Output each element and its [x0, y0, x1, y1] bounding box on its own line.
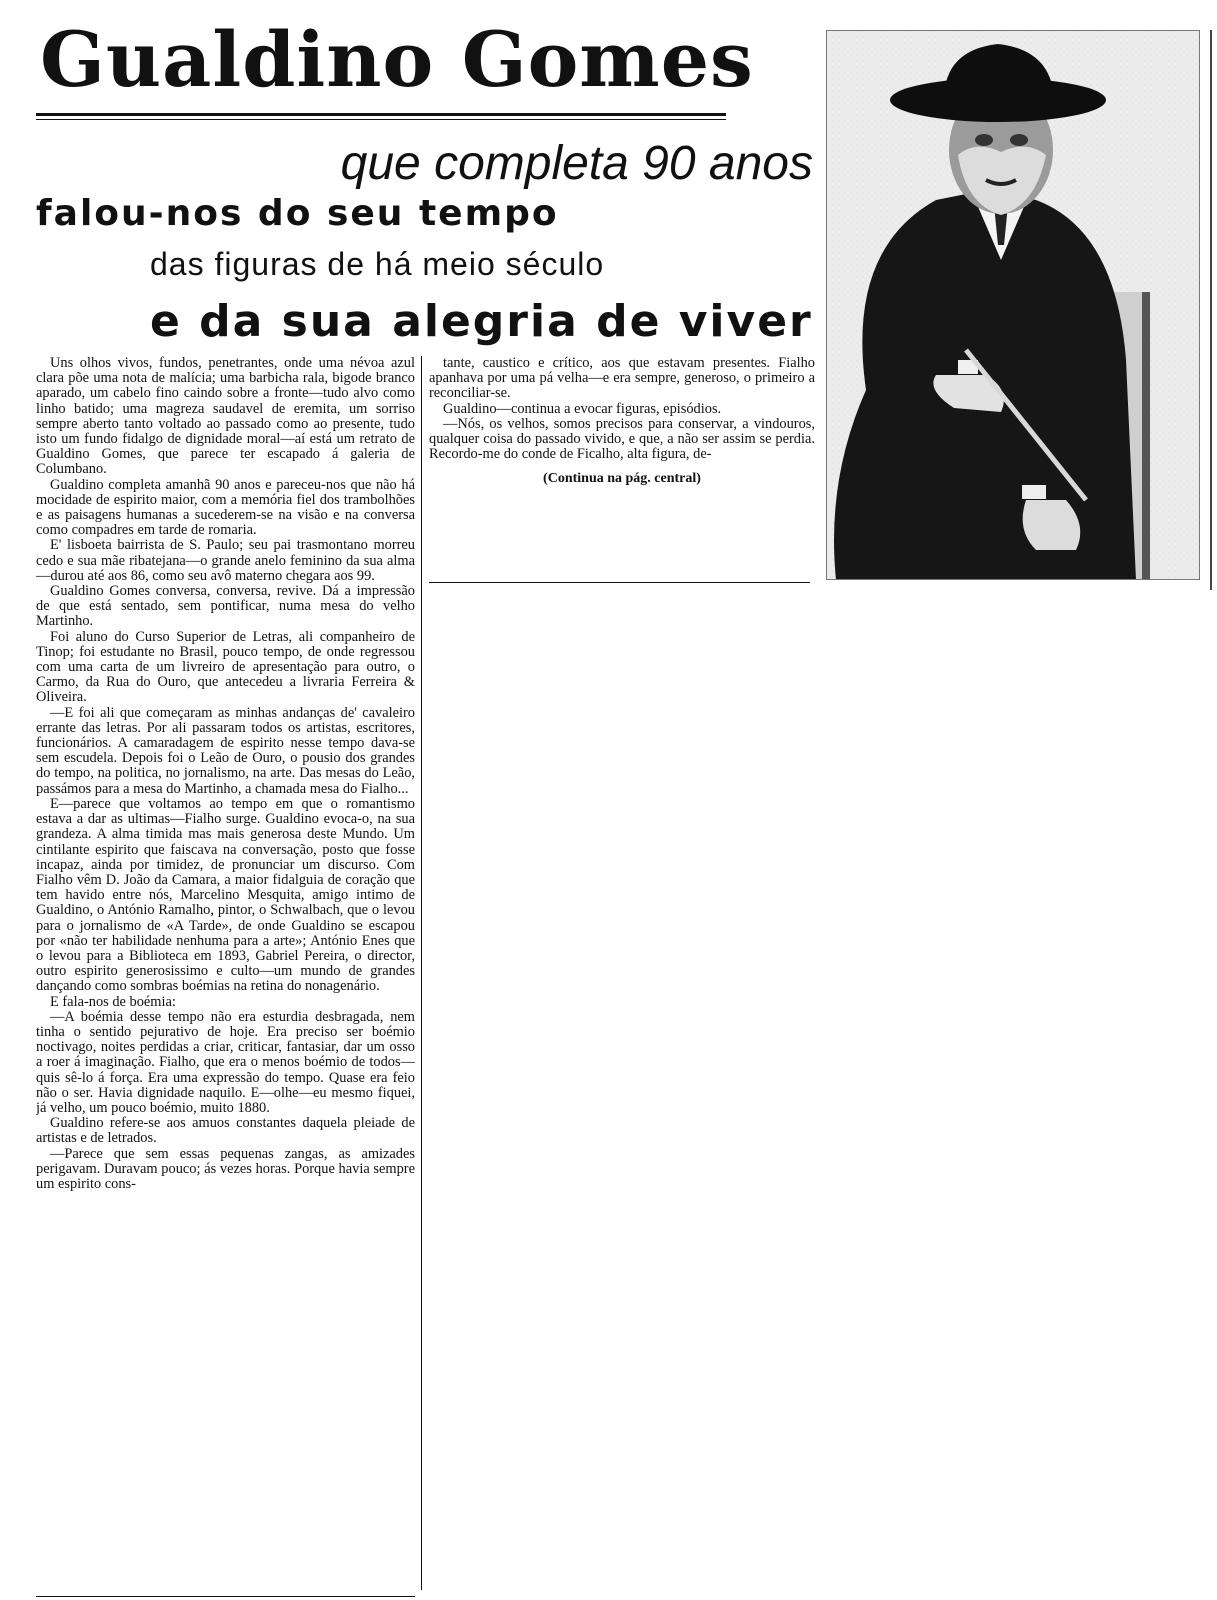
deck-line-1: que completa 90 anos — [340, 137, 813, 190]
column2-paragraph: Gualdino—continua a evocar figuras, episódios. — [443, 400, 722, 417]
article-headline: Gualdino Gomes — [40, 15, 754, 104]
column2-paragraph: —Nós, os velhos, somos precisos para conservar, a vindouros, qualquer coisa do passado vivido, e que, a não ser assim se perdia. Recordo-me do conde de Ficalho, alta figura, de- — [429, 415, 815, 463]
deck-line-2: falou-nos do seu tempo — [36, 193, 559, 234]
column2-end-rule — [429, 582, 810, 583]
deck-line-3: das figuras de há meio século — [150, 246, 605, 282]
column1-paragraph: E' lisboeta bairrista de S. Paulo; seu pai trasmontano morreu cedo e sua mãe ribatejana—o grande anelo feminino da sua alma—durou até aos 86, como seu avô materno chegara aos 99. — [36, 537, 415, 584]
column1-paragraph: E fala-nos de boémia: — [50, 993, 176, 1010]
article-column-2 — [429, 356, 815, 487]
portrait-photo — [826, 30, 1200, 580]
column1-paragraph: Gualdino Gomes conversa, conversa, revive. Dá a impressão de que está sentado, sem pontificar, numa mesa do velho Martinho. — [36, 583, 415, 630]
headline-rule-thin — [36, 119, 726, 120]
column1-paragraph: —E foi ali que começaram as minhas andanças de' cavaleiro errante das letras. Por ali passaram todos os artistas, escritores, funcionários. A camaradagem de espirito nesse tempo dava-se sem escudela. Depois foi o Leão de Ouro, o pousio dos grandes do tempo, na politica, no jornalismo, na arte. Das mesas do Leão, passámos para a mesa do Martinho, a chamada mesa do Fialho... — [36, 704, 415, 797]
column1-paragraph: —Parece que sem essas pequenas zangas, as amizades perigavam. Duravam pouco; ás vezes horas. Porque havia sempre um espirito cons- — [36, 1145, 415, 1192]
portrait-illustration — [826, 30, 1200, 580]
column1-paragraph: E—parece que voltamos ao tempo em que o romantismo estava a dar as ultimas—Fialho surge. Gualdino evoca-o, na sua grandeza. A alma timida mas mais generosa deste Mundo. Um cintilante espirito que faiscava na conversação, posto que fosse incapaz, ainda por timidez, de pronunciar um discurso. Com Fialho vêm D. João da Camara, a maior fidalguia de coração que tem havido entre nós, Marcelino Mesquita, amigo intimo de Gualdino, o António Ramalho, pintor, o Schwalbach, que o levou para o jornalismo de «A Tarde», de onde Gualdino se escapou por «não ter habilidade nenhuma para a arte»; António Enes que o levou para a Biblioteca em 1893, Gabriel Pereira, o director, outro espirito generosissimo e culto—um mundo de grandes dançando como sombras boémias na retina do nonagenário. — [36, 795, 415, 995]
continued-note: (Continua na pág. central) — [543, 471, 701, 487]
column1-paragraph: Foi aluno do Curso Superior de Letras, ali companheiro de Tinop; foi estudante no Brasil, pouco tempo, de onde regressou com uma carta de um livreiro de apresentação para outro, o Carmo, da Rua do Ouro, que antecedeu a livraria Ferreira & Oliveira. — [36, 628, 415, 706]
column1-end-rule — [36, 1596, 415, 1597]
article-column-1 — [36, 356, 415, 1586]
column1-paragraph: Gualdino refere-se aos amuos constantes daquela pleiade de artistas e de letrados. — [36, 1115, 415, 1147]
column-divider — [421, 356, 422, 1590]
column1-paragraph: Uns olhos vivos, fundos, penetrantes, onde uma névoa azul clara põe uma nota de malícia; uma barbicha rala, bigode branco aparado, um cabelo fino caindo sobre a fronte—tudo alvo como linho batido; uma magreza saudavel de eremita, um sorriso sempre aberto tanto voltado ao passado como ao presente, tudo isto um fundo fidalgo de dignidade moral—aí está um retrato de Gualdino Gomes, que parece ter escapado á galeria de Columbano. — [36, 356, 415, 478]
column2-paragraph: tante, caustico e crítico, aos que estavam presentes. Fialho apanhava por uma pá velha—e era sempre, generoso, o primeiro a reconciliar-se. — [429, 355, 815, 402]
deck-line-4: e da sua alegria de viver — [150, 296, 813, 347]
column1-paragraph: Gualdino completa amanhã 90 anos e pareceu-nos que não há mocidade de espirito maior, com a memória fiel dos trambolhões e as paisagens humanas a sucederem-se na visão e na conversa como compadres em tarde de romaria. — [36, 476, 415, 539]
column1-paragraph: —A boémia desse tempo não era esturdia desbragada, nem tinha o sentido pejurativo de hoje. Era preciso ser boémio noctivago, noites perdidas a criar, criticar, fantasiar, dar um osso a roer á imaginação. Fialho, que era o menos boémio de todos—quis sê-lo á força. Era uma expressão do tempo. Quase era feio não o ser. Havia dignidade naquilo. E—olhe—eu mesmo fiquei, já velho, um pouco boémio, muito 1880. — [36, 1008, 415, 1116]
clipping-edge-rule — [1210, 30, 1212, 590]
headline-rule-thick — [36, 113, 726, 116]
